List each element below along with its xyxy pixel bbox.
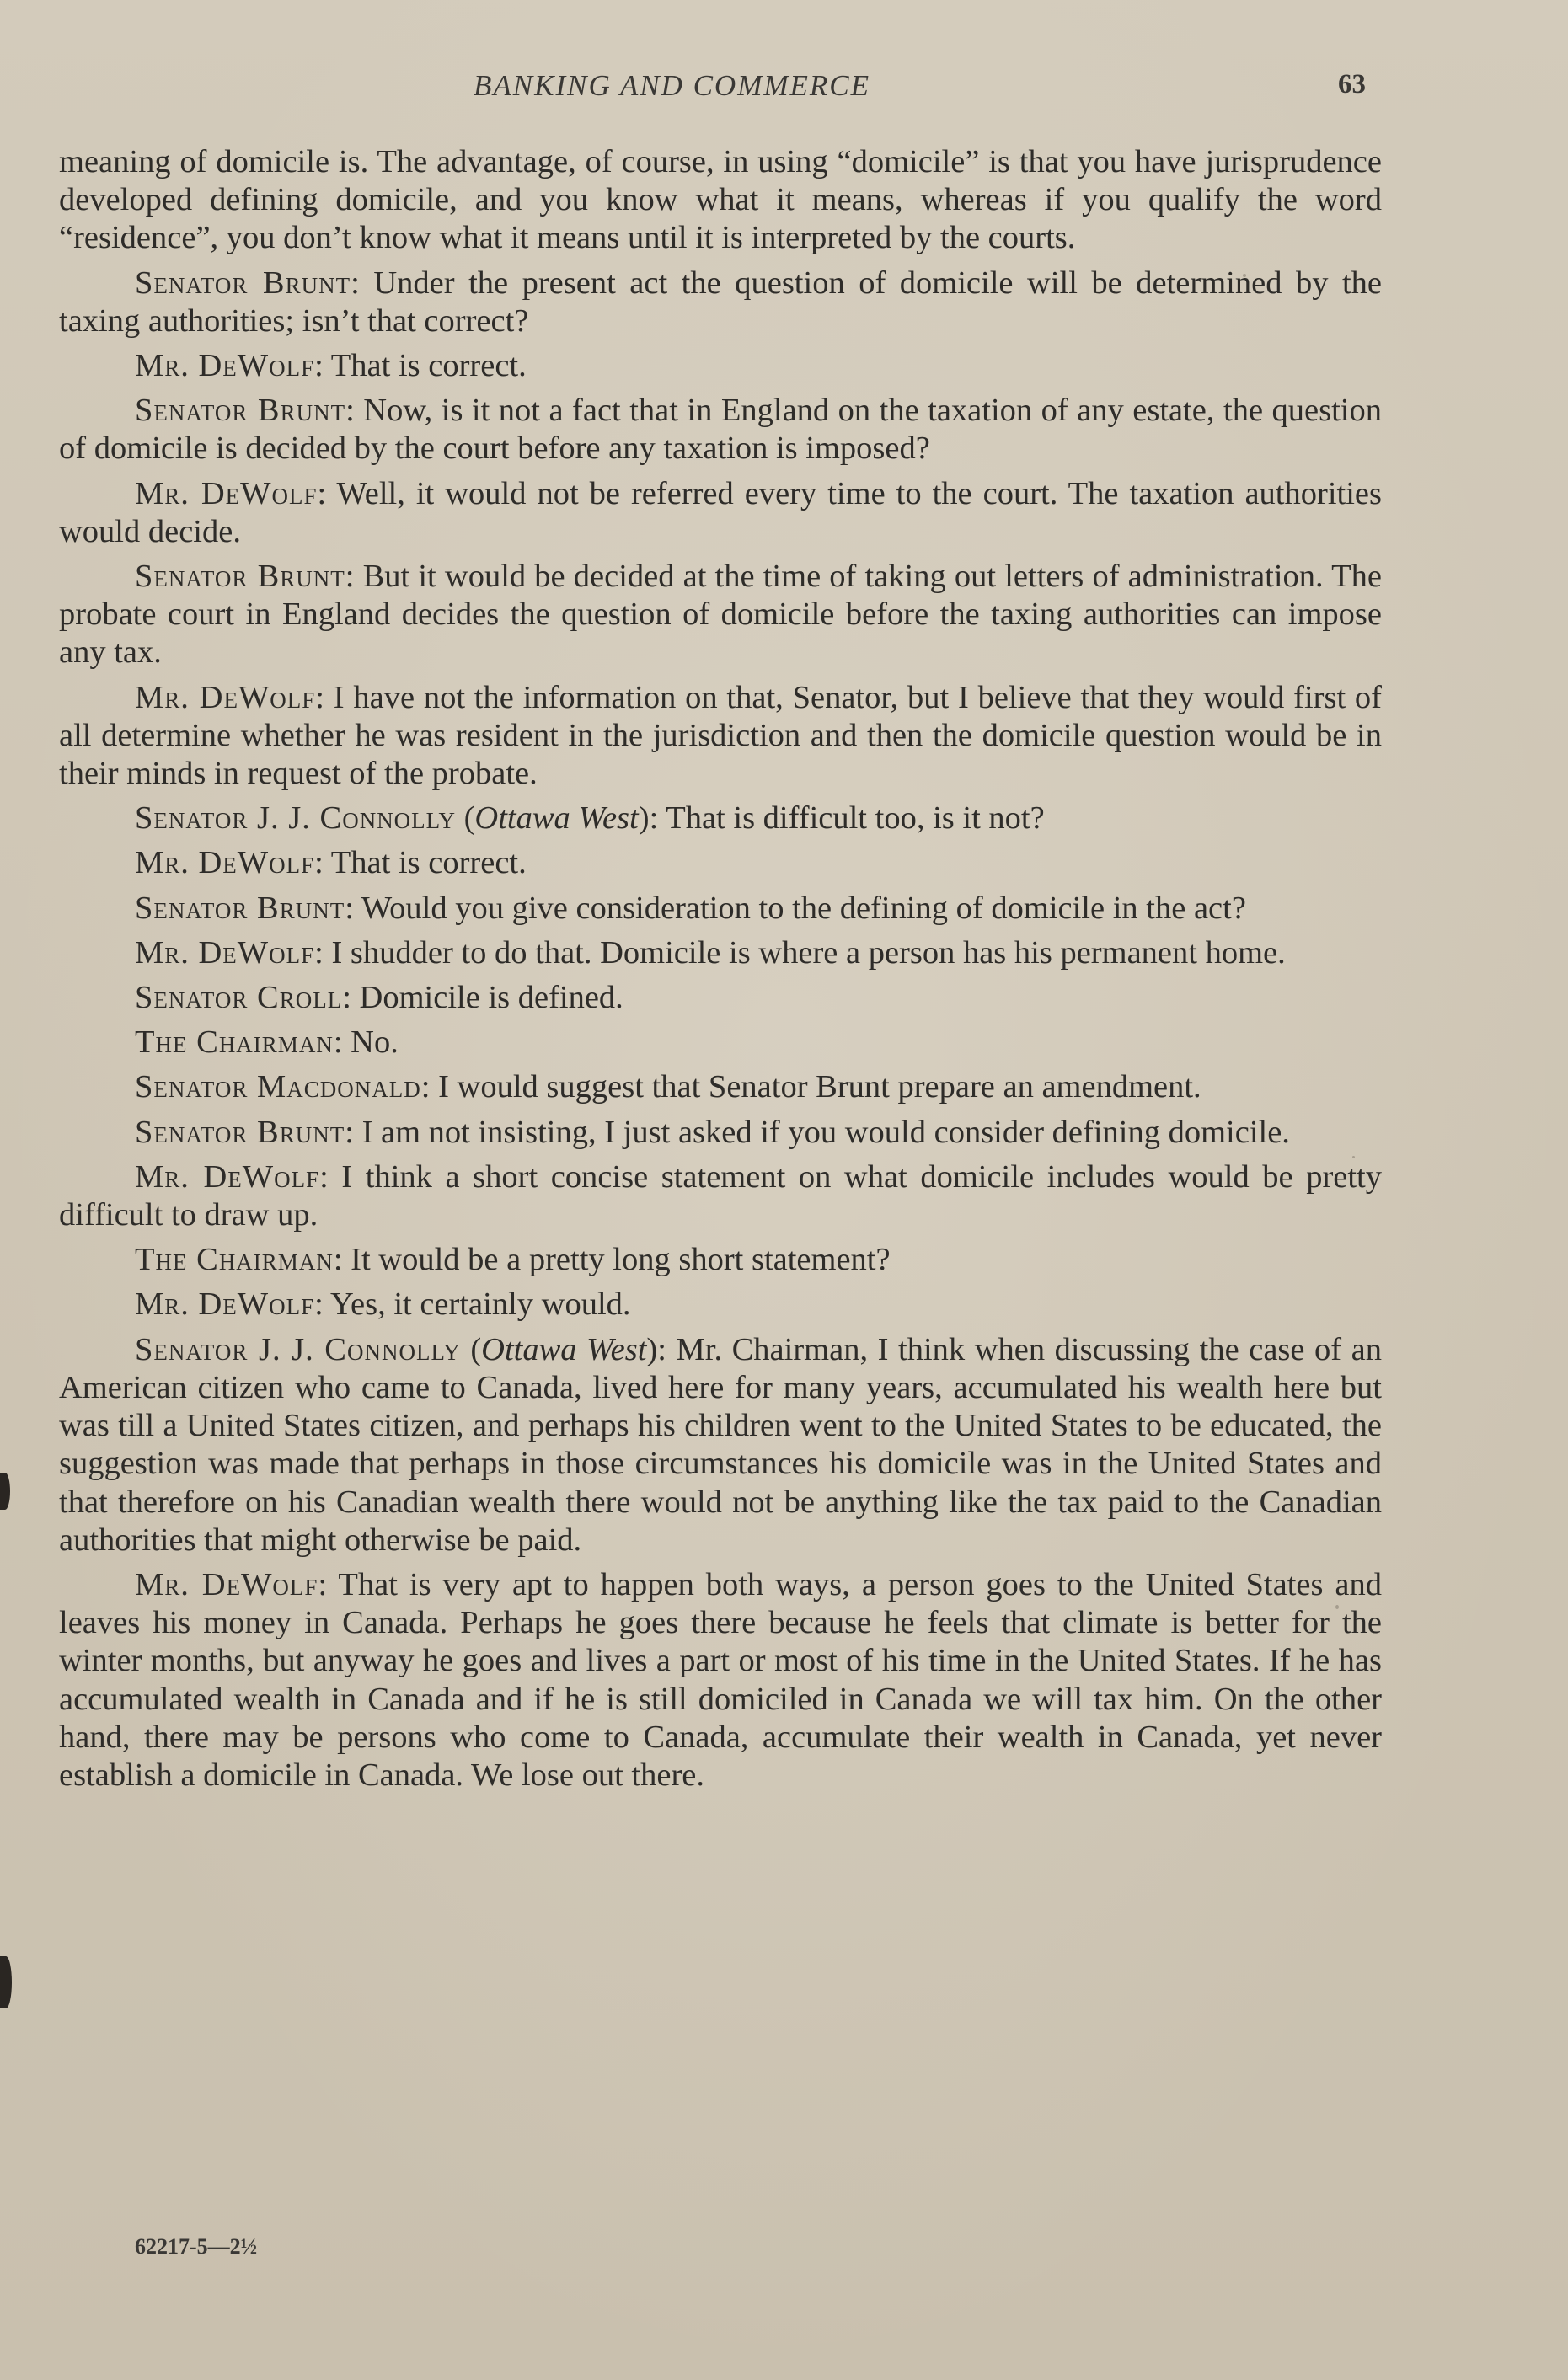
paragraph-text: I am not insisting, I just asked if you would consider defining domicile. bbox=[361, 1114, 1290, 1150]
speaker-name: Mr. DeWolf bbox=[135, 1286, 315, 1323]
transcript-paragraph: Mr. DeWolf: That is very apt to happen both ways, a person goes to the United States and leaves his money in Canada. Perhaps he goes there because he feels that climate is better for the winter months, but anyway he goes and lives a part or most of his time in the United States. If he has accumulated wealth in Canada and if he is still domiciled in Canada we will tax him. On the other hand, there may be persons who come to Canada, accumulate their wealth in Canada, yet never establish a domicile in Canada. We lose out there. bbox=[59, 1566, 1382, 1793]
transcript-paragraph: Senator Brunt: I am not insisting, I just asked if you would consider defining domicile. bbox=[135, 1114, 1290, 1150]
paragraph-text: Yes, it certainly would. bbox=[330, 1286, 631, 1323]
paragraph-text: Domicile is defined. bbox=[359, 980, 623, 1016]
transcript-paragraph: Mr. DeWolf: I think a short concise statement on what domicile includes would be pretty difficult to draw up. bbox=[59, 1158, 1383, 1233]
binding-mark bbox=[0, 1956, 12, 2008]
paragraph-text: Now, is it not a fact that in England on the taxation of any estate, the question of domicile is decided by the court before any taxation is imposed? bbox=[59, 393, 1382, 467]
paragraph-text: That is correct. bbox=[330, 845, 527, 881]
speaker-name: Senator Brunt bbox=[135, 265, 351, 301]
paragraph-text: That is correct. bbox=[330, 348, 527, 384]
speaker-name: The Chairman bbox=[135, 1024, 334, 1061]
speaker-name: Senator J. J. Connolly bbox=[135, 800, 456, 837]
speaker-name: Senator Brunt bbox=[135, 1114, 345, 1150]
speaker-name: Senator Croll bbox=[135, 980, 343, 1016]
speaker-name: The Chairman bbox=[135, 1242, 334, 1278]
transcript-paragraph: The Chairman: It would be a pretty long short statement? bbox=[135, 1242, 891, 1278]
paragraph-text: I think a short concise statement on what domicile includes would be pretty difficult to draw up. bbox=[59, 1158, 1383, 1233]
transcript-paragraph: Senator Brunt: But it would be decided at the time of taking out letters of administration. The probate court in England decides the question of domicile before the taxing authorities can impose any tax. bbox=[59, 559, 1382, 671]
page-number: 63 bbox=[1338, 69, 1366, 99]
speaker-name: Senator Macdonald bbox=[135, 1069, 421, 1105]
paragraph-text: It would be a pretty long short statement? bbox=[351, 1242, 891, 1278]
speaker-name: Mr. DeWolf bbox=[135, 475, 318, 511]
paragraph-text: Well, it would not be referred every time to the court. The taxation authorities would decide. bbox=[59, 475, 1382, 549]
transcript-paragraph: Mr. DeWolf: Well, it would not be referred every time to the court. The taxation authorities would decide. bbox=[59, 475, 1382, 549]
running-title: BANKING AND COMMERCE bbox=[474, 69, 871, 102]
transcript-paragraph: Mr. DeWolf: That is correct. bbox=[135, 348, 527, 384]
speaker-name: Senator J. J. Connolly bbox=[135, 1331, 461, 1367]
paragraph-text: Would you give consideration to the defining of domicile in the act? bbox=[361, 890, 1246, 926]
paragraph-text: I would suggest that Senator Brunt prepare an amendment. bbox=[438, 1069, 1201, 1105]
transcript-paragraph: Senator Brunt: Under the present act the question of domicile will be determined by the taxing authorities; isn’t that correct? bbox=[59, 265, 1382, 339]
transcript-body bbox=[59, 143, 1382, 1801]
speaker-name: Mr. DeWolf bbox=[135, 348, 315, 384]
transcript-paragraph: Senator J. J. Connolly (Ottawa West): Mr. Chairman, I think when discussing the case of an American citizen who came to Canada, lived here for many years, accumulated his wealth here but was till a United States citizen, and perhaps his children went to the United States to be educated, the suggestion was made that perhaps in those circumstances his domicile was in the United States and that therefore on his Canadian wealth there would not be anything like the tax paid to the Canadian authorities that might otherwise be paid. bbox=[59, 1331, 1383, 1558]
paragraph-text: I shudder to do that. Domicile is where a person has his permanent home. bbox=[331, 934, 1286, 971]
printer-signature: 62217-5—2½ bbox=[135, 2234, 258, 2259]
transcript-paragraph: Senator Brunt: Now, is it not a fact that in England on the taxation of any estate, the question of domicile is decided by the court before any taxation is imposed? bbox=[59, 393, 1382, 467]
transcript-paragraph: Senator Croll: Domicile is defined. bbox=[135, 980, 623, 1016]
speaker-affiliation: Ottawa West bbox=[474, 800, 639, 837]
transcript-paragraph: Mr. DeWolf: That is correct. bbox=[135, 845, 527, 881]
speaker-name: Mr. DeWolf bbox=[135, 1158, 320, 1195]
paragraph-text: That is very apt to happen both ways, a person goes to the United States and leaves his money in Canada. Perhaps he goes there because he feels that climate is better for the winter months, but anyway he goes and lives a part or most of his time in the United States. If he has accumulated wealth in Canada and if he is still domiciled in Canada we will tax him. On the other hand, there may be persons who come to Canada, accumulate their wealth in Canada, yet never establish a domicile in Canada. We lose out there. bbox=[59, 1566, 1382, 1793]
transcript-paragraph bbox=[59, 143, 1382, 258]
speaker-name: Senator Brunt bbox=[135, 393, 346, 429]
transcript-paragraph: The Chairman: No. bbox=[135, 1024, 399, 1061]
paragraph-text: No. bbox=[351, 1024, 399, 1061]
paragraph-text: Mr. Chairman, I think when discussing the case of an American citizen who came to Canada, lived here for many years, accumulated his wealth here but was till a United States citizen, and perhaps his children went to the United States to be educated, the suggestion was made that perhaps in those circumstances his domicile was in the United States and that therefore on his Canadian wealth there would not be anything like the tax paid to the Canadian authorities that might otherwise be paid. bbox=[59, 1331, 1383, 1558]
speaker-name: Mr. DeWolf bbox=[135, 845, 315, 881]
speaker-name: Mr. DeWolf bbox=[135, 1566, 318, 1602]
transcript-paragraph: Mr. DeWolf: Yes, it certainly would. bbox=[135, 1286, 631, 1323]
speaker-affiliation: Ottawa West bbox=[481, 1331, 647, 1367]
paragraph-text: Under the present act the question of domicile will be determined by the taxing authorities; isn’t that correct? bbox=[59, 265, 1382, 339]
transcript-paragraph: Senator J. J. Connolly (Ottawa West): That is difficult too, is it not? bbox=[135, 800, 1045, 837]
transcript-paragraph: Mr. DeWolf: I shudder to do that. Domicile is where a person has his permanent home. bbox=[135, 934, 1286, 971]
running-header bbox=[0, 69, 1568, 111]
speaker-name: Senator Brunt bbox=[135, 890, 345, 926]
paragraph-text: meaning of domicile is. The advantage, of course, in using “domicile” is that you have jurisprudence developed defining domicile, and you know what it means, whereas if you qualify the word “residence”, you don’t know what it means until it is interpreted by the courts. bbox=[59, 144, 1382, 256]
transcript-paragraph: Senator Brunt: Would you give consideration to the defining of domicile in the act? bbox=[135, 890, 1246, 926]
speaker-name: Mr. DeWolf bbox=[135, 934, 315, 971]
binding-mark bbox=[0, 1473, 10, 1510]
paragraph-text: That is difficult too, is it not? bbox=[666, 800, 1045, 837]
transcript-paragraph: Mr. DeWolf: I have not the information on that, Senator, but I believe that they would first of all determine whether he was resident in the jurisdiction and then the domicile question would be in their minds in request of the probate. bbox=[59, 679, 1382, 792]
paragraph-text: I have not the information on that, Senator, but I believe that they would first of all determine whether he was resident in the jurisdiction and then the domicile question would be in their minds in request of the probate. bbox=[59, 679, 1382, 792]
transcript-paragraph: Senator Macdonald: I would suggest that Senator Brunt prepare an amendment. bbox=[135, 1069, 1201, 1105]
speaker-name: Mr. DeWolf bbox=[135, 679, 316, 715]
paragraph-text: But it would be decided at the time of taking out letters of administration. The probate court in England decides the question of domicile before the taxing authorities can impose any tax. bbox=[59, 559, 1382, 671]
speaker-name: Senator Brunt bbox=[135, 559, 345, 595]
